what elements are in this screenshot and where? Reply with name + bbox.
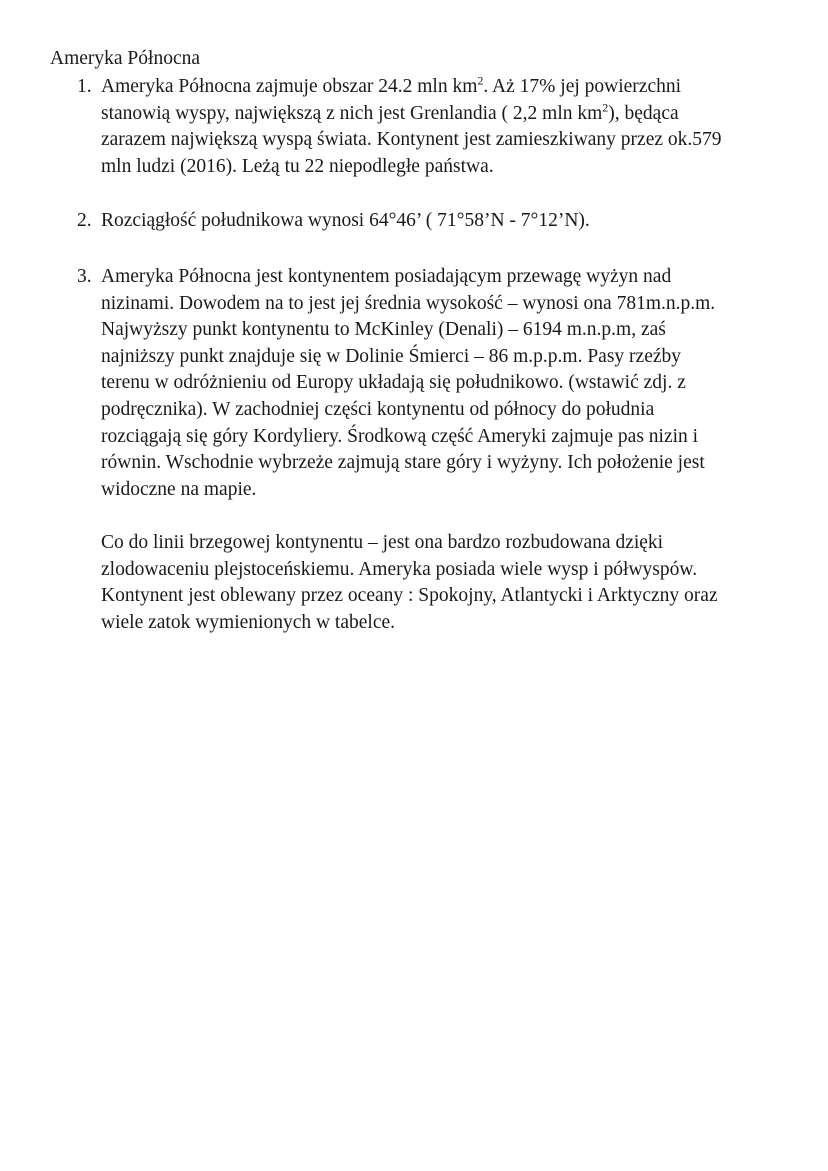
text-line: nizinami. Dowodem na to jest jej średnia wysokość – wynosi ona 781m.n.p.m. [101,292,716,314]
text-line [101,101,777,128]
text-line: rozciągają się góry Kordyliery. Środkową część Ameryki zajmuje pas nizin i [101,425,699,447]
text-line: wiele zatok wymienionych w tabelce. [101,611,396,633]
text-line [101,74,777,101]
list-item-text [101,264,777,636]
superscript: 2 [477,73,484,88]
list-item-text [101,74,777,180]
text-line: najniższy punkt znajduje się w Dolinie Śmierci – 86 m.p.p.m. Pasy rzeźby [101,345,682,367]
superscript: 2 [602,100,609,115]
text-line: Ameryka Północna jest kontynentem posiadającym przewagę wyżyn nad [101,266,672,287]
text-segment: stanowią wyspy, największą z nich jest Grenlandia ( 2,2 mln km [101,102,603,124]
text-line: Co do linii brzegowej kontynentu – jest ona bardzo rozbudowana dzięki [101,531,664,553]
paragraph-coastline [101,530,777,636]
document-title: Ameryka Północna [50,48,201,69]
list-item-1 [77,74,777,180]
text-line: Kontynent jest oblewany przez oceany : Spokojny, Atlantycki i Arktyczny oraz [101,585,718,607]
text-line: widoczne na mapie. [101,478,257,500]
text-line: podręcznika). W zachodniej części kontynentu od północy do południa [101,398,655,420]
list-number: 1. [77,76,92,97]
list-number: 3. [77,266,92,287]
text-segment: . Aż 17% jej powierzchni [483,76,682,97]
list-item-3 [77,264,777,636]
text-line: zarazem największą wyspą świata. Kontynent jest zamieszkiwany przez ok.579 [101,129,722,151]
text-segment: ), będąca [608,102,679,124]
list-item-text [101,208,777,235]
text-line: mln ludzi (2016). Leżą tu 22 niepodległe państwa. [101,155,494,177]
list-item-2 [77,208,777,235]
list-number: 2. [77,210,92,231]
text-line: zlodowaceniu plejstoceńskiemu. Ameryka posiada wiele wysp i półwyspów. [101,558,698,580]
text-line: Najwyższy punkt kontynentu to McKinley (Denali) – 6194 m.n.p.m, zaś [101,319,666,341]
text-line: terenu w odróżnieniu od Europy układają się południkowo. (wstawić zdj. z [101,372,686,394]
text-line: Rozciągłość południkowa wynosi 64°46’ ( 71°58’N - 7°12’N). [101,210,590,231]
text-line: równin. Wschodnie wybrzeże zajmują stare góry i wyżyny. Ich położenie jest [101,452,705,474]
text-segment: Ameryka Północna zajmuje obszar 24.2 mln km [101,76,478,97]
paragraph-relief [101,264,777,503]
